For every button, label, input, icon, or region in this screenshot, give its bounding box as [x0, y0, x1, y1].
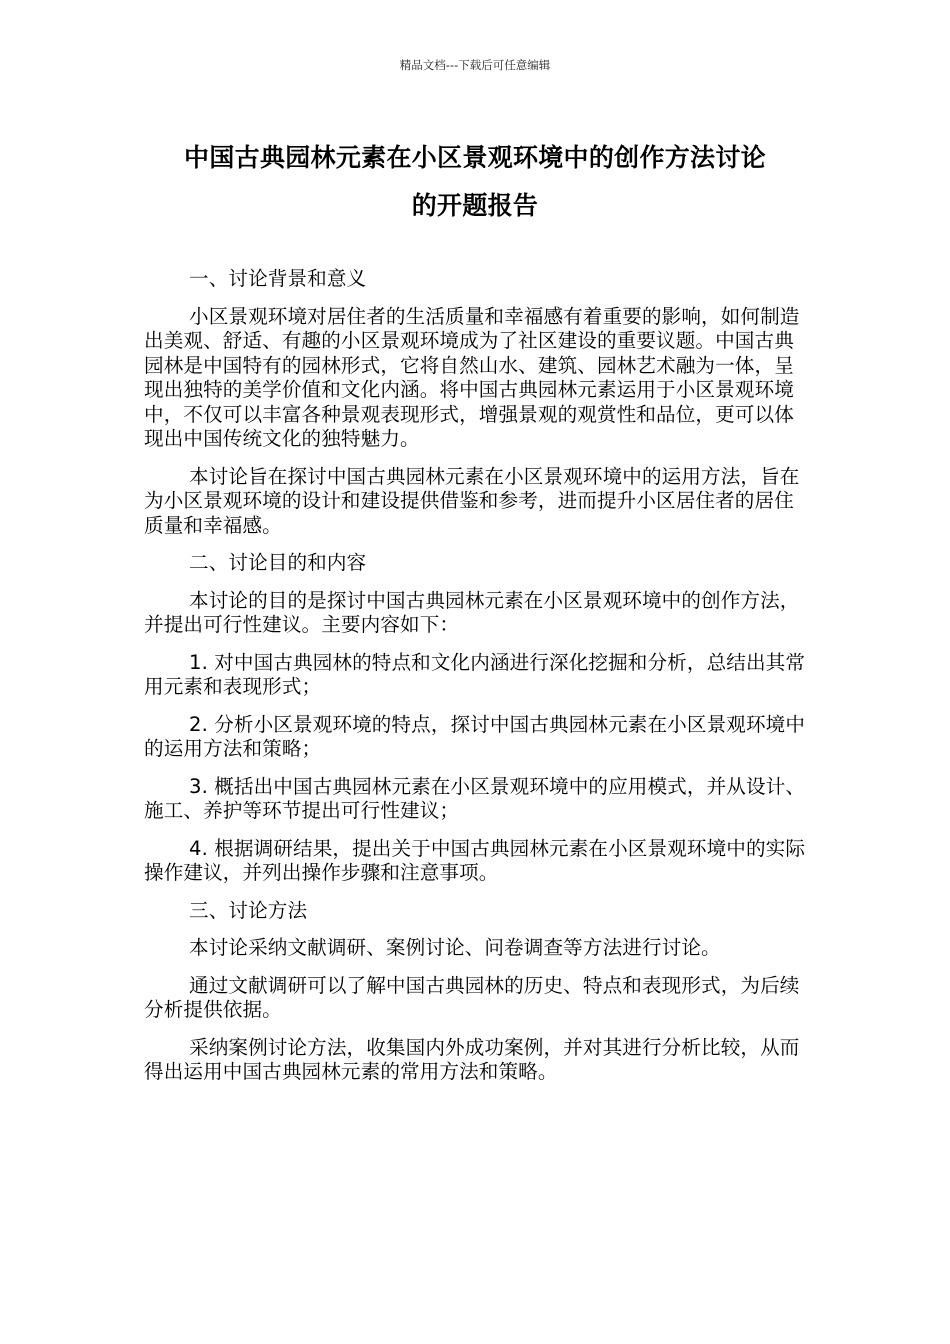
title-line-1: 中国古典园林元素在小区景观环境中的创作方法讨论 [184, 143, 766, 172]
list-item-2: 2. 分析小区景观环境的特点，探讨中国古典园林元素在小区景观环境中的运用方法和策略； [144, 712, 806, 760]
paragraph-purpose: 本讨论旨在探讨中国古典园林元素在小区景观环境中的运用方法，旨在为小区景观环境的设计和建设提供借鉴和参考，进而提升小区居住者的居住质量和幸福感。 [144, 464, 800, 537]
paragraph-objectives: 本讨论的目的是探讨中国古典园林元素在小区景观环境中的创作方法，并提出可行性建议。主要内容如下： [144, 588, 800, 636]
section-heading-methods: 三、讨论方法 [189, 898, 308, 922]
paragraph-background: 小区景观环境对居住者的生活质量和幸福感有着重要的影响，如何制造出美观、舒适、有趣的小区景观环境成为了社区建设的重要议题。中国古典园林是中国特有的园林形式，它将自然山水、建筑、园林艺术融为一体，呈现出独特的美学价值和文化内涵。将中国古典园林元素运用于小区景观环境中，不仅可以丰富各种景观表现形式，增强景观的观赏性和品位，更可以体现出中国传统文化的独特魅力。 [144, 304, 800, 450]
section-heading-objectives: 二、讨论目的和内容 [189, 551, 367, 574]
paragraph-literature: 通过文献调研可以了解中国古典园林的历史、特点和表现形式，为后续分析提供依据。 [144, 973, 800, 1021]
paragraph-methods: 本讨论采纳文献调研、案例讨论、问卷调查等方法进行讨论。 [189, 936, 721, 959]
paragraph-case-study: 采纳案例讨论方法，收集国内外成功案例，并对其进行分析比较，从而得出运用中国古典园林元素的常用方法和策略。 [144, 1035, 800, 1083]
list-item-4: 4. 根据调研结果，提出关于中国古典园林元素在小区景观环境中的实际操作建议，并列出操作步骤和注意事项。 [144, 836, 806, 884]
list-item-3: 3. 概括出中国古典园林元素在小区景观环境中的应用模式，并从设计、施工、养护等环节提出可行性建议； [144, 774, 806, 822]
list-item-1: 1. 对中国古典园林的特点和文化内涵进行深化挖掘和分析，总结出其常用元素和表现形式； [144, 650, 806, 698]
section-heading-background: 一、讨论背景和意义 [189, 267, 367, 290]
title-line-2: 的开题报告 [411, 191, 539, 220]
header-note: 精品文档---下载后可任意编辑 [399, 58, 551, 72]
document-body [144, 267, 806, 1085]
document-title [130, 134, 820, 230]
